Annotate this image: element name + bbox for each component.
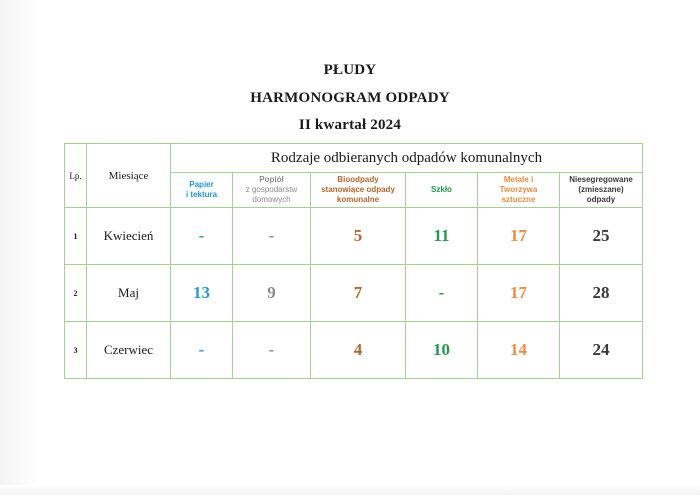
title-village: PŁUDY xyxy=(323,62,377,78)
category-label: sztuczne xyxy=(501,195,536,204)
date-paper: - xyxy=(171,208,233,265)
lp-header: Lp. xyxy=(65,144,87,208)
category-label: komunalne xyxy=(336,195,380,204)
date-paper: 13 xyxy=(171,265,233,322)
row-number: 2 xyxy=(65,265,87,322)
table-row xyxy=(65,265,643,322)
category-label: Szkło xyxy=(431,185,452,194)
category-paper xyxy=(171,173,233,208)
month-name: Czerwiec xyxy=(87,322,171,379)
date-bio: 7 xyxy=(311,265,406,322)
row-number: 3 xyxy=(65,322,87,379)
category-label: z gospodarstw xyxy=(245,185,298,194)
date-metal-plastic: 17 xyxy=(478,265,560,322)
category-label: Papier xyxy=(189,180,214,189)
category-label: (zmieszane) xyxy=(578,185,624,194)
category-label: domowych xyxy=(252,195,291,204)
title-quarter: II kwartał 2024 xyxy=(298,117,402,133)
title-schedule: HARMONOGRAM ODPADY xyxy=(250,90,450,106)
category-label: Metale i xyxy=(503,175,534,184)
date-mixed: 25 xyxy=(560,208,643,265)
date-ash: - xyxy=(233,322,311,379)
category-label: Popiół xyxy=(259,175,284,184)
waste-schedule-table xyxy=(64,143,643,379)
category-label: Tworzywa xyxy=(499,185,538,194)
category-label: i tektura xyxy=(185,190,218,199)
date-glass: - xyxy=(406,265,478,322)
date-bio: 5 xyxy=(311,208,406,265)
date-glass: 11 xyxy=(406,208,478,265)
month-header: Miesiące xyxy=(87,144,171,208)
category-mixed xyxy=(560,173,643,208)
row-number: 1 xyxy=(65,208,87,265)
category-label: Bioodpady xyxy=(337,175,379,184)
category-ash xyxy=(233,173,311,208)
waste-types-header: Rodzaje odbieranych odpadów komunalnych xyxy=(171,144,643,173)
category-metal-plastic xyxy=(478,173,560,208)
month-name: Kwiecień xyxy=(87,208,171,265)
category-glass xyxy=(406,173,478,208)
date-mixed: 28 xyxy=(560,265,643,322)
table-row xyxy=(65,208,643,265)
category-label: odpady xyxy=(586,195,616,204)
scan-shadow-bottom xyxy=(0,485,700,495)
category-label: stanowiące odpady xyxy=(321,185,395,194)
date-ash: - xyxy=(233,208,311,265)
header-row-group xyxy=(65,144,643,173)
category-bio xyxy=(311,173,406,208)
date-ash: 9 xyxy=(233,265,311,322)
date-mixed: 24 xyxy=(560,322,643,379)
date-glass: 10 xyxy=(406,322,478,379)
date-bio: 4 xyxy=(311,322,406,379)
category-label: Niesegregowane xyxy=(569,175,633,184)
date-metal-plastic: 17 xyxy=(478,208,560,265)
date-paper: - xyxy=(171,322,233,379)
table-row xyxy=(65,322,643,379)
date-metal-plastic: 14 xyxy=(478,322,560,379)
month-name: Maj xyxy=(87,265,171,322)
